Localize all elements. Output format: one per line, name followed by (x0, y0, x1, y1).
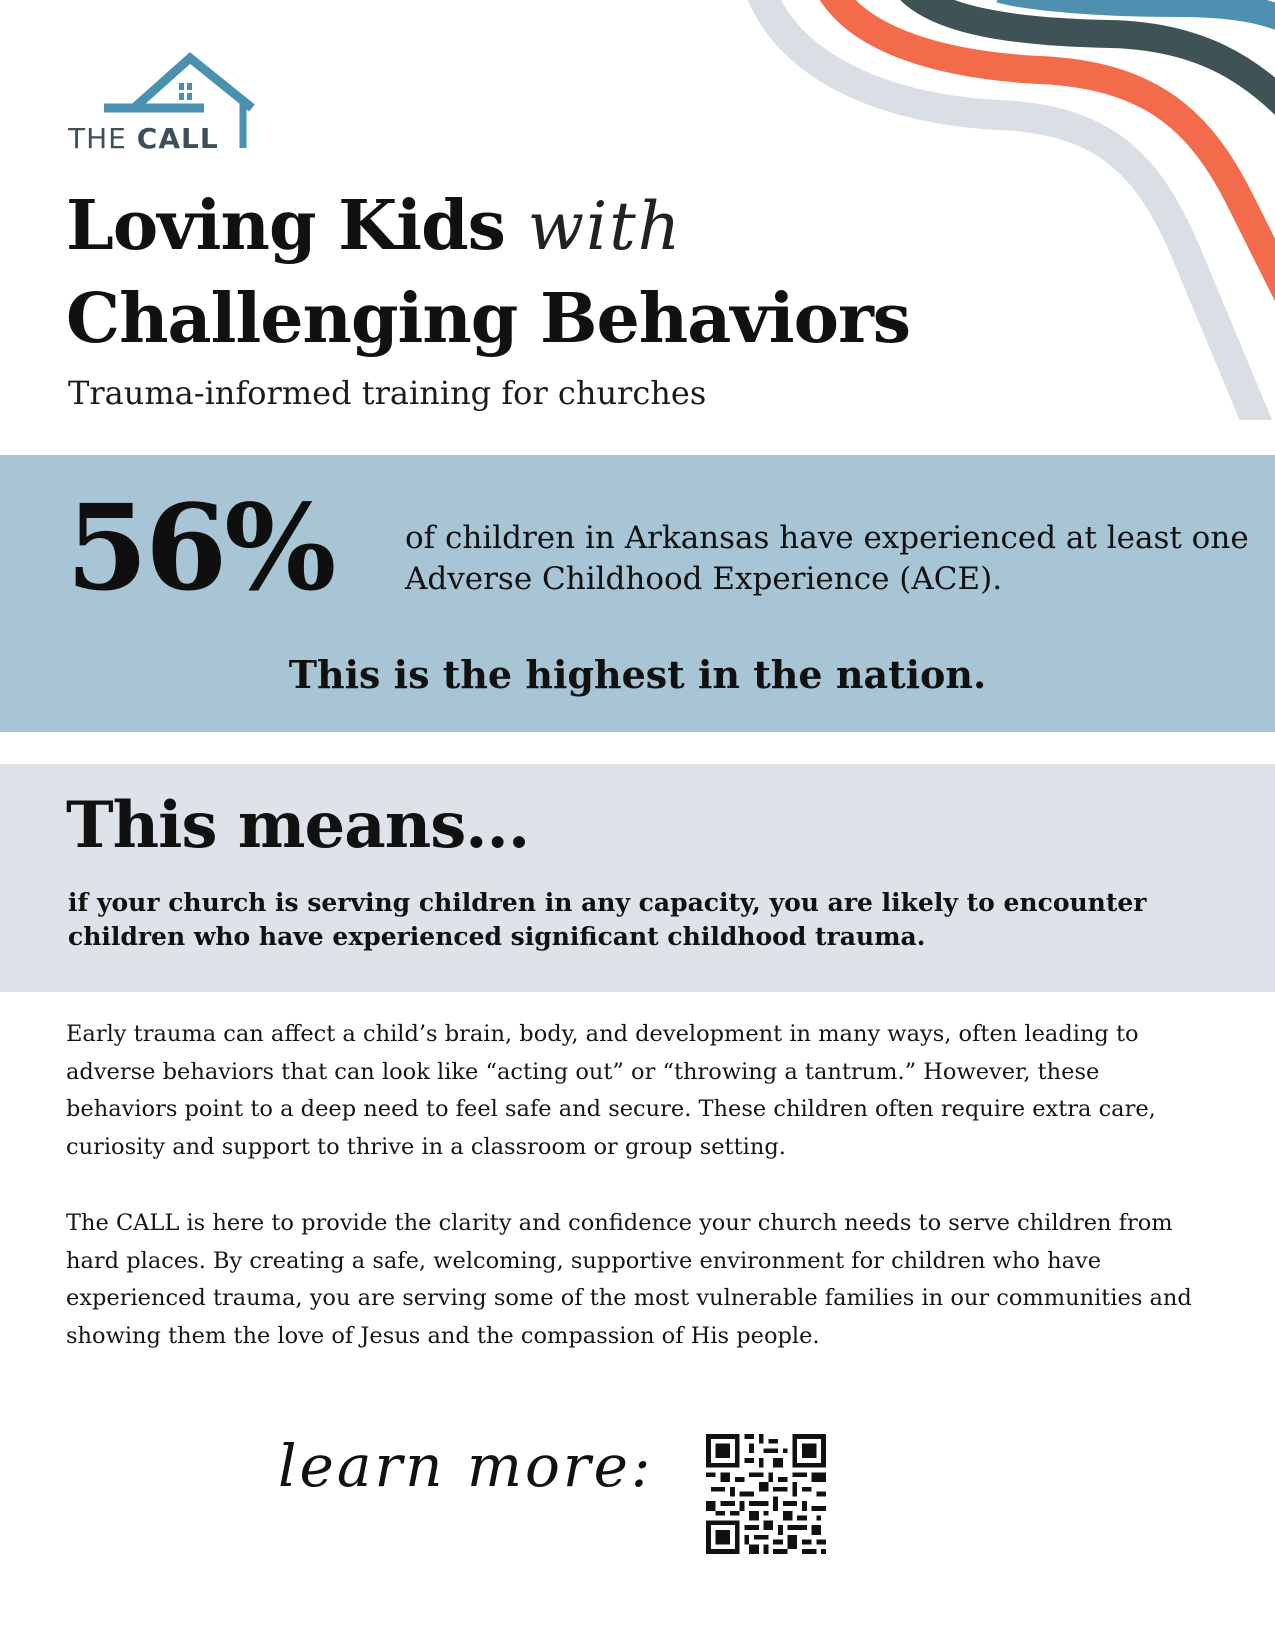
body-paragraph-1: Early trauma can affect a child’s brain, body, and development in many ways, often leading to adverse behaviors that can look like “acting out” or “throwing a tantrum.” However, these behaviors point to a deep need to feel safe and secure. These children often require extra care, curiosity and support to thrive in a classroom or group setting. (66, 1021, 1156, 1160)
page-title (66, 180, 910, 365)
title-part1: Loving Kids (66, 186, 505, 266)
title-part2: Challenging Behaviors (66, 279, 911, 359)
title-script-word: with (527, 188, 683, 265)
logo-wordmark (68, 122, 219, 155)
logo-name-bold: CALL (136, 122, 219, 155)
logo-name-prefix: THE (68, 122, 127, 155)
stat-number: 56% (66, 478, 334, 617)
learn-more-label: learn more: (278, 1432, 654, 1500)
page-subtitle: Trauma-informed training for churches (68, 374, 707, 412)
means-text: if your church is serving children in any capacity, you are likely to encounter children who have experienced significant childhood trauma. (68, 888, 1147, 951)
qr-code-icon[interactable] (706, 1434, 826, 1554)
means-heading: This means... (66, 788, 530, 863)
stat-highlight: This is the highest in the nation. (288, 652, 987, 697)
body-paragraph-2: The CALL is here to provide the clarity and confidence your church needs to serve children from hard places. By creating a safe, welcoming, supportive environment for children who have experienced trauma, you are serving some of the most vulnerable families in our communities and showing them the love of Jesus and the compassion of His people. (66, 1210, 1192, 1349)
stat-description: of children in Arkansas have experienced at least one Adverse Childhood Experience (ACE). (405, 520, 1249, 597)
